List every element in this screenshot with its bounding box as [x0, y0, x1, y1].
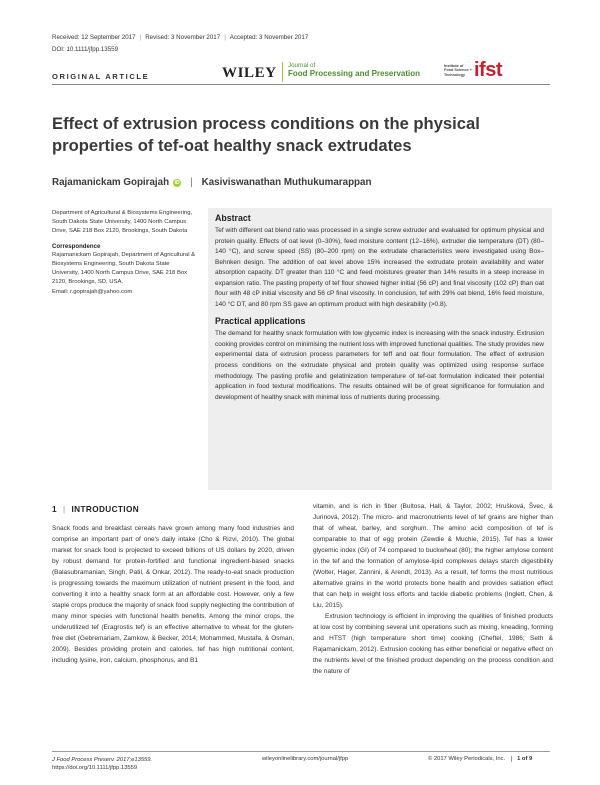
author-separator: | [190, 177, 193, 188]
practical-applications-text: The demand for healthy snack formulation with low glycemic index is increasing with the snack industry. Extrusion cooking provides control on minimising the nutrient loss with improved functional qualities. The study provides new experimental data of extrusion process parameters for teff and oat flour formulation. The effect of extrusion process conditions on the extrudate physical and protein quality was optimized using response surface methodology. The pasting profile and gelatinization temperature of tef-oat formulation indicated their potential application in food textural modifications. The results obtained will be of great significance for formulation and development of healthy snack with minimal loss of nutrients during processing. [215, 330, 544, 401]
correspondence-text: Rajamanickam Gopirajah, Department of Agricultural & Biosystems Engineering, South Dakota State University, 1400 North Campus Drive, SAE 218 Box 2120, Brookings, SD, USA. [52, 251, 196, 286]
author-first[interactable]: Rajamanickam Gopirajah [52, 177, 170, 188]
affiliation-block [52, 209, 198, 297]
practical-applications-heading: Practical applications [215, 316, 306, 327]
correspondence-email[interactable]: Email: r.gopirajah@yahoo.com [52, 288, 133, 295]
revised-date: Revised: 3 November 2017 [145, 34, 221, 41]
page-number: 1 of 9 [511, 756, 532, 762]
body-column-right [313, 501, 553, 677]
body-column-left [52, 523, 294, 666]
intro-paragraph-3: Extrusion technology is efficient in improving the qualities of finished products at low cost by combining several unit operations such as mixing, kneading, forming and HTST (high temperature short time) cooking (Cheftel, 1986; Seth & Rajamanickam, 2012). Extrusion cooking has either beneficial or negative effect on the nutrients level of the finished product depending on the process condition and the nature of [313, 613, 553, 675]
footer-citation: J Food Process Preserv. 2017;e13559. [52, 757, 153, 763]
date-separator: | [224, 34, 226, 41]
ifst-logo: ifst [474, 59, 502, 81]
accepted-date: Accepted: 3 November 2017 [229, 34, 309, 41]
article-title: Effect of extrusion process conditions on the physical properties of tef-oat healthy snack extrudates [52, 114, 480, 155]
publisher-logo: WILEY [222, 65, 277, 81]
received-date-line [52, 34, 308, 41]
footer-website-link[interactable]: wileyonlinelibrary.com/journal/jfpp [262, 756, 349, 762]
affiliation-department: Department of Agricultural & Biosystems Engineering, South Dakota State University, 1400 North Campus Drive, SAE 218 Box 2120, Brookings, South Dakota [52, 210, 193, 235]
journal-name: Food Processing and Preservation [288, 69, 421, 78]
footer-doi-link[interactable]: https://doi.org/10.1111/jfpp.13559 [52, 765, 138, 771]
abstract-box [208, 208, 552, 490]
doi: DOI: 10.1111/jfpp.13559 [52, 46, 119, 53]
section-heading-introduction [52, 505, 139, 514]
footer-right-block [428, 756, 532, 762]
received-date: Received: 12 September 2017 [52, 34, 136, 41]
abstract-heading: Abstract [215, 213, 251, 223]
footer-divider [52, 751, 550, 752]
footer-citation-block [52, 756, 152, 772]
intro-paragraph-2: vitamin, and is rich in fiber (Bultosa, Hall, & Taylor, 2002; Hrušková, Švec, & Jurinová, 2012). The micro- and macronutrients level of tef grains are higher than that of wheat, barley, and sorghum. The amino acid composition of tef is comparable to that of egg protein (Zewdie & Muchie, 2015). Tef has a lower glycemic index (GI) of 74 compared to buckwheat (80); the higher amylose content in the tef and the formation of amylose-lipid complexes delays starch digestibility (Wolter, Hager, Zannini, & Arendt, 2013). As a result, tef forms the most nutritious alternative grains in the world protects bone health and provides satiation effect that can help in weight loss efforts and tackle diabetic problems (Inglett, Chen, & Liu, 2015). [313, 503, 553, 609]
section-heading-bar: | [62, 505, 66, 514]
section-number: 1 [52, 505, 57, 514]
institute-text: Institute of Food Science + Technology [444, 64, 472, 77]
section-title: INTRODUCTION [71, 505, 140, 514]
abstract-text: Tef with different oat blend ratio was processed in a single screw extruder and evaluated for optimum physical and protein quality. Effects of oat level (0–30%), feed moisture content (12–16%), extruder die temperature (DT) (80–140 °C), and screw speed (SS) (80–200 rpm) on the extrudate characteristics were investigated using Box–Behnken design. The addition of oat level above 15% increased the extrudate protein availability and water absorption capacity. DT greater than 110 °C and feed moistures greater than 14% results in a steep increase in expansion ratio. The pasting property of tef flour showed higher initial (56 cP) and final viscosity (102 cP) than oat flour with 48 cP initial viscosity and 56 cP final viscosity. In conclusion, tef with 29% oat blend, 16% feed moisture, 140 °C DT, and 80 rpm SS gave an optimum product with high desirability (>0.8). [215, 227, 544, 308]
intro-paragraph-1: Snack foods and breakfast cereals have grown among many food industries and comprise an important part of one's daily intake (Cho & Rizvi, 2010). The global market for snack food is projected to exceed billions of US dollars by 2020, driven by robust demand for protein-fortified and functional ingredient-based snacks (Balasubramanian, Singh, Patil, & Onkar, 2012). The ready-to-eat snack production is progressing towards the maximum utilization of nutrient present in the food, and converting it into a healthy snack form at an affordable cost. However, only a few staple crops produce the majority of snack food supply neglecting the contribution of many minor species with functional health benefits. Among the minor crops, the underutilized tef (Eragrostis tef) is an effective alternative to wheat for the gluten-free diet (Gebremariam, Zamkow, & Becker, 2014; Mohammed, Mustafa, & Osman, 2009). Besides providing protein and calories, tef has high nutritional content, including lysine, iron, calcium, phosphorus, and B1 [52, 525, 294, 664]
author-second[interactable]: Kasiviswanathan Muthukumarappan [201, 177, 372, 188]
correspondence-heading: Correspondence [52, 242, 101, 250]
journal-prefix: Journal of [288, 62, 316, 69]
footer-copyright: © 2017 Wiley Periodicals, Inc. [428, 756, 506, 762]
header-divider [52, 84, 550, 85]
article-type-label: ORIGINAL ARTICLE [52, 72, 150, 81]
orcid-icon[interactable]: iD [174, 180, 180, 186]
journal-logo [282, 62, 438, 82]
date-separator: | [139, 34, 142, 41]
author-list [52, 177, 371, 188]
